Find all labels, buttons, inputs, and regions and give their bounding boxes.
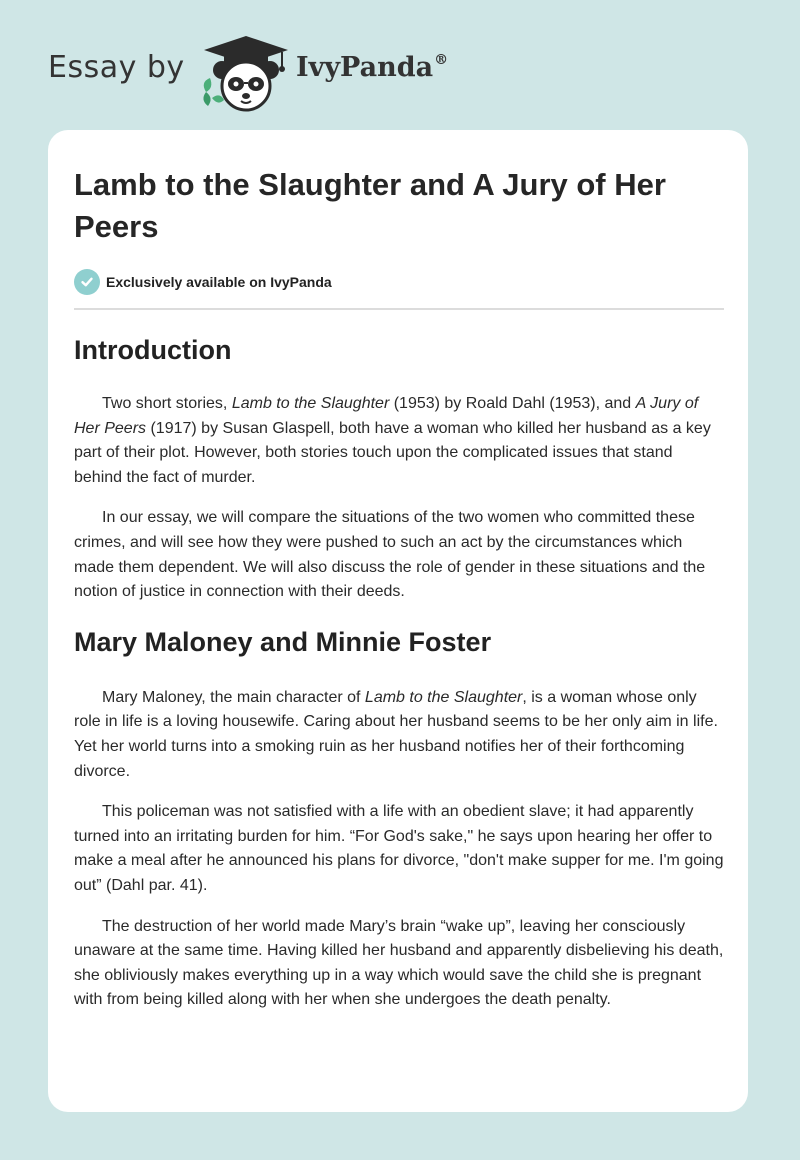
divider bbox=[74, 308, 724, 310]
paragraph: In our essay, we will compare the situations of the two women who committed these crimes, and will see how they were pushed to such an act by the circumstances which made them dependent. We will also discuss the role of gender in these situations and the notion of justice in connection with their deeds. bbox=[74, 509, 706, 601]
paragraph-text: (1917) by Susan Glaspell, both have a woman who killed her husband as a key part of their plot. However, both stories touch upon the complicated issues that stand behind the fact of murder. bbox=[74, 419, 711, 486]
paragraph-text: Two short stories, bbox=[102, 395, 232, 412]
essay-content bbox=[74, 164, 724, 1013]
book-title: A Jury of Her Peers bbox=[74, 395, 699, 437]
check-icon bbox=[74, 269, 100, 295]
paragraph-text: (1953) by Roald Dahl (1953), and bbox=[389, 395, 636, 412]
essay-title: Lamb to the Slaughter and A Jury of Her Peers bbox=[74, 167, 666, 244]
paragraph bbox=[74, 392, 724, 490]
exclusive-badge-label: Exclusively available on IvyPanda bbox=[106, 274, 332, 290]
paragraph: The destruction of her world made Mary’s brain “wake up”, leaving her consciously unaware at the same time. Having killed her husband and apparently disbelieving his death, she obliviously makes everything up in a way which would save the child she is pregnant with from being killed along with her when she undergoes the death penalty. bbox=[74, 917, 724, 1009]
section-heading-introduction: Introduction bbox=[74, 335, 232, 365]
trademark-symbol: ® bbox=[434, 52, 449, 68]
essay-card bbox=[48, 130, 748, 1112]
ivypanda-logo-icon[interactable] bbox=[198, 34, 294, 112]
essay-by-label: Essay by bbox=[48, 50, 185, 85]
paragraph-text: , is a woman whose only role in life is a loving housewife. Caring about her husband seems to be her only aim in life. Yet her world turns into a smoking ruin as her husband notifies her of their forthcoming divorce. bbox=[74, 688, 718, 780]
brand-name[interactable] bbox=[296, 52, 448, 83]
paragraph bbox=[74, 686, 724, 784]
paragraph: This policeman was not satisfied with a life with an obedient slave; it had apparently turned into an irritating burden for him. “For God's sake," he says upon hearing her offer to make a meal after he announced his plans for divorce, "don't make supper for me. I'm going out” (Dahl par. 41). bbox=[74, 803, 724, 894]
section-heading-mary-maloney: Mary Maloney and Minnie Foster bbox=[74, 626, 492, 657]
book-title: Lamb to the Slaughter bbox=[231, 395, 390, 412]
paragraph-text: Mary Maloney, the main character of bbox=[102, 688, 365, 706]
exclusive-badge bbox=[74, 268, 724, 296]
site-header bbox=[48, 32, 748, 112]
book-title: Lamb to the Slaughter bbox=[364, 688, 523, 706]
brand-text: IvyPanda bbox=[296, 52, 434, 83]
